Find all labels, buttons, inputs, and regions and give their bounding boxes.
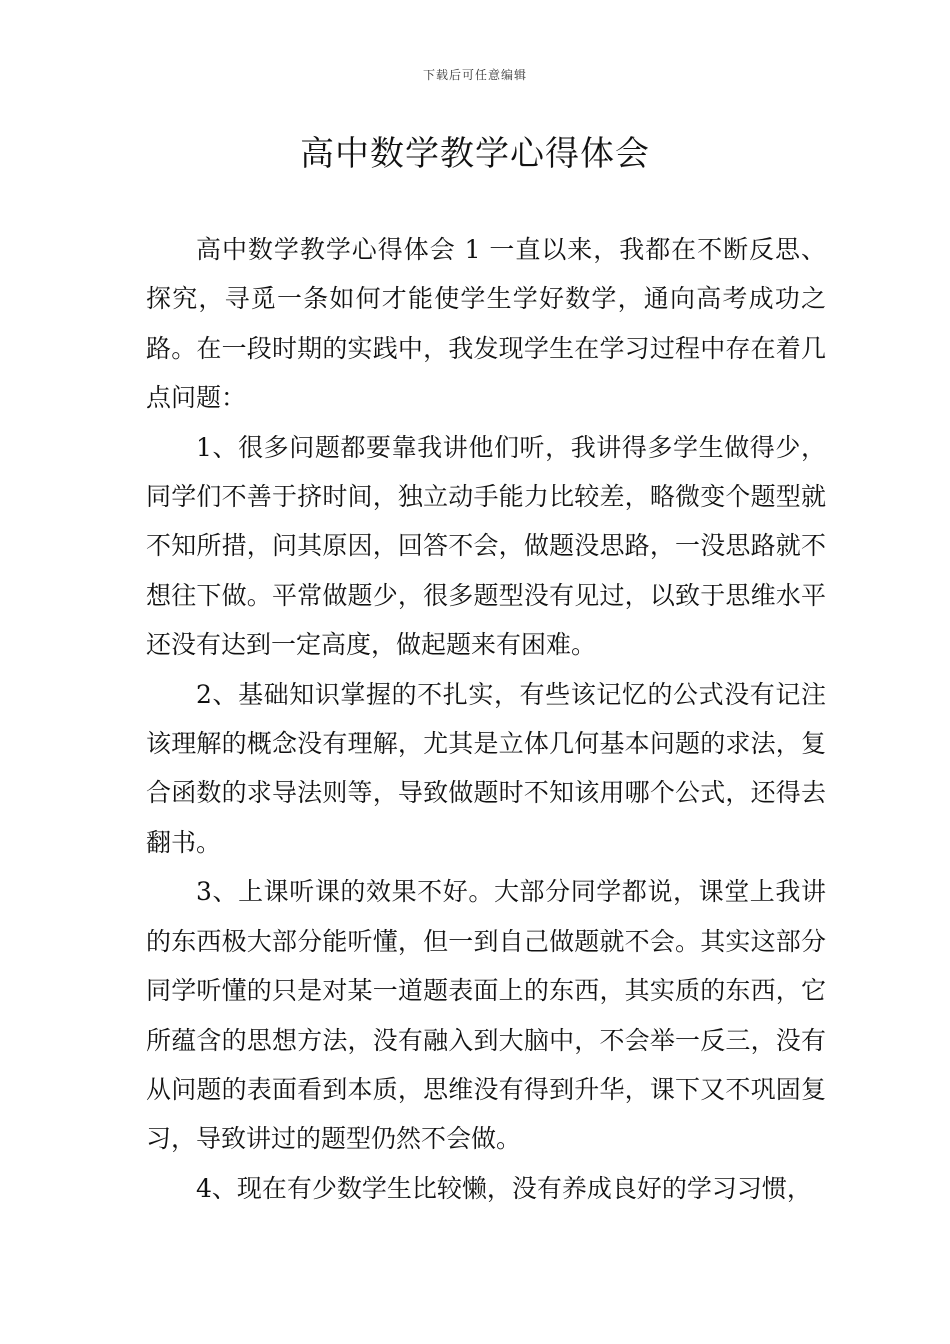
paragraph-point-2: 2、基础知识掌握的不扎实，有些该记忆的公式没有记注该理解的概念没有理解，尤其是立体几何基本问题的求法，复合函数的求导法则等，导致做题时不知该用哪个公式，还得去翻书。 <box>146 679 826 857</box>
header-note: 下载后可任意编辑 <box>422 68 527 82</box>
paragraph-intro: 高中数学教学心得体会 1 一直以来，我都在不断反思、探究，寻觅一条如何才能使学生学好数学，通向高考成功之路。在一段时期的实践中，我发现学生在学习过程中存在着几点问题： <box>146 235 826 413</box>
document-body <box>146 225 826 1213</box>
paragraph-point-4: 4、现在有少数学生比较懒，没有养成良好的学习习惯， <box>196 1173 812 1203</box>
paragraph-point-3: 3、上课听课的效果不好。大部分同学都说，课堂上我讲的东西极大部分能听懂，但一到自己做题就不会。其实这部分同学听懂的只是对某一道题表面上的东西，其实质的东西，它所蕴含的思想方法，没有融入到大脑中，不会举一反三，没有从问题的表面看到本质，思维没有得到升华，课下又不巩固复习，导致讲过的题型仍然不会做。 <box>146 877 826 1154</box>
document-title: 高中数学教学心得体会 <box>300 134 650 174</box>
paragraph-point-1: 1、很多问题都要靠我讲他们听，我讲得多学生做得少，同学们不善于挤时间，独立动手能力比较差，略微变个题型就不知所措，问其原因，回答不会，做题没思路，一没思路就不想往下做。平常做题少，很多题型没有见过，以致于思维水平还没有达到一定高度，做起题来有困难。 <box>146 432 826 660</box>
